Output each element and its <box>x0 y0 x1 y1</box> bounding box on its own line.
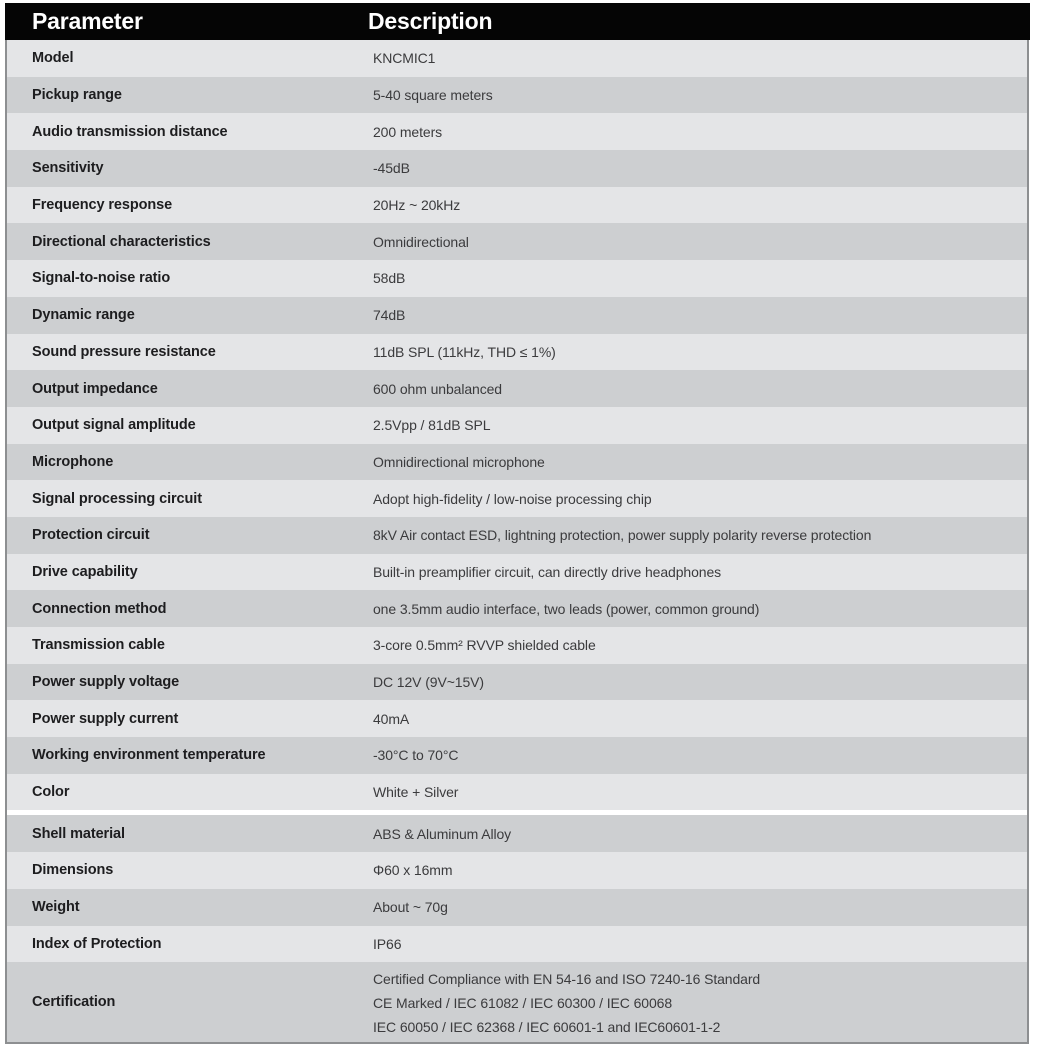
cell-parameter: Signal-to-noise ratio <box>32 270 171 287</box>
certification-line: CE Marked / IEC 61082 / IEC 60300 / IEC 60068 <box>373 994 673 1011</box>
table-row <box>7 554 1027 591</box>
table-row <box>7 480 1027 517</box>
column-header-parameter: Parameter <box>32 8 143 34</box>
table-row <box>7 517 1027 554</box>
table-row <box>7 223 1027 260</box>
cell-parameter: Power supply voltage <box>32 674 180 691</box>
table-row <box>7 297 1027 334</box>
cell-parameter: Certification <box>32 994 116 1011</box>
cell-description: IP66 <box>373 935 402 952</box>
cell-parameter: Dynamic range <box>32 307 135 324</box>
cell-description: 600 ohm unbalanced <box>373 380 502 397</box>
cell-description: Adopt high-fidelity / low-noise processing chip <box>373 490 652 507</box>
cell-description: 20Hz ~ 20kHz <box>373 197 461 214</box>
cell-parameter: Output signal amplitude <box>32 417 196 434</box>
cell-description: Φ60 x 16mm <box>373 862 453 879</box>
cell-parameter: Frequency response <box>32 197 173 214</box>
table-row <box>7 926 1027 963</box>
cell-parameter: Sound pressure resistance <box>32 343 216 360</box>
table-row <box>7 664 1027 701</box>
table-row <box>7 40 1027 77</box>
table-row <box>7 774 1027 811</box>
cell-description: 58dB <box>373 270 406 287</box>
table-row <box>7 852 1027 889</box>
cell-parameter: Model <box>32 50 74 67</box>
cell-parameter: Audio transmission distance <box>32 123 228 140</box>
table-row <box>7 737 1027 774</box>
cell-description: KNCMIC1 <box>373 50 436 67</box>
certification-line: IEC 60050 / IEC 62368 / IEC 60601-1 and IEC60601-1-2 <box>373 1018 721 1035</box>
cell-description: White + Silver <box>373 784 459 801</box>
cell-parameter: Microphone <box>32 453 114 470</box>
cell-description: 74dB <box>373 307 406 324</box>
table-row <box>7 700 1027 737</box>
cell-description: 5-40 square meters <box>373 87 493 104</box>
cell-parameter: Working environment temperature <box>32 747 266 764</box>
cell-description: 2.5Vpp / 81dB SPL <box>373 417 491 434</box>
table-row <box>7 113 1027 150</box>
cell-parameter: Signal processing circuit <box>32 490 202 507</box>
cell-parameter: Transmission cable <box>32 637 165 654</box>
table-row <box>7 150 1027 187</box>
table-row <box>7 407 1027 444</box>
cell-description <box>370 970 1027 1034</box>
cell-parameter: Pickup range <box>32 87 122 104</box>
table-row <box>7 334 1027 371</box>
cell-parameter: Sensitivity <box>32 160 104 177</box>
table-row-certification <box>7 962 1027 1042</box>
cell-parameter: Connection method <box>32 600 167 617</box>
cell-description: one 3.5mm audio interface, two leads (power, common ground) <box>373 600 760 617</box>
cell-parameter: Output impedance <box>32 380 158 397</box>
cell-description: 200 meters <box>373 123 443 140</box>
table-header-row <box>5 3 1030 40</box>
cell-description: Omnidirectional <box>373 233 469 250</box>
cell-description: 40mA <box>373 710 410 727</box>
cell-parameter: Dimensions <box>32 862 114 879</box>
cell-description: ABS & Aluminum Alloy <box>373 825 512 842</box>
table-row <box>7 77 1027 114</box>
cell-description: Built-in preamplifier circuit, can directly drive headphones <box>373 563 722 580</box>
cell-parameter: Drive capability <box>32 563 138 580</box>
cell-parameter: Color <box>32 784 70 801</box>
cell-description: About ~ 70g <box>373 899 448 916</box>
table-row <box>7 370 1027 407</box>
cell-description: 11dB SPL (11kHz, THD ≤ 1%) <box>373 343 556 360</box>
cell-parameter: Power supply current <box>32 710 179 727</box>
table-row <box>7 444 1027 481</box>
cell-parameter: Shell material <box>32 825 125 842</box>
cell-description: 3-core 0.5mm² RVVP shielded cable <box>373 637 596 654</box>
table-row <box>7 889 1027 926</box>
table-body <box>5 40 1029 1044</box>
cell-parameter: Index of Protection <box>32 935 162 952</box>
cell-description: DC 12V (9V~15V) <box>373 674 484 691</box>
cell-description: Omnidirectional microphone <box>373 453 545 470</box>
table-row <box>7 627 1027 664</box>
cell-description: -45dB <box>373 160 410 177</box>
table-row <box>7 187 1027 224</box>
cell-parameter: Weight <box>32 899 80 916</box>
cell-description: -30°C to 70°C <box>373 747 459 764</box>
table-row <box>7 260 1027 297</box>
cell-parameter: Protection circuit <box>32 527 150 544</box>
cell-description: 8kV Air contact ESD, lightning protection, power supply polarity reverse protection <box>373 527 872 544</box>
cell-parameter: Directional characteristics <box>32 233 211 250</box>
column-header-description: Description <box>368 8 493 34</box>
table-row <box>7 590 1027 627</box>
certification-line: Certified Compliance with EN 54-16 and ISO 7240-16 Standard <box>373 971 761 988</box>
table-row <box>7 815 1027 852</box>
